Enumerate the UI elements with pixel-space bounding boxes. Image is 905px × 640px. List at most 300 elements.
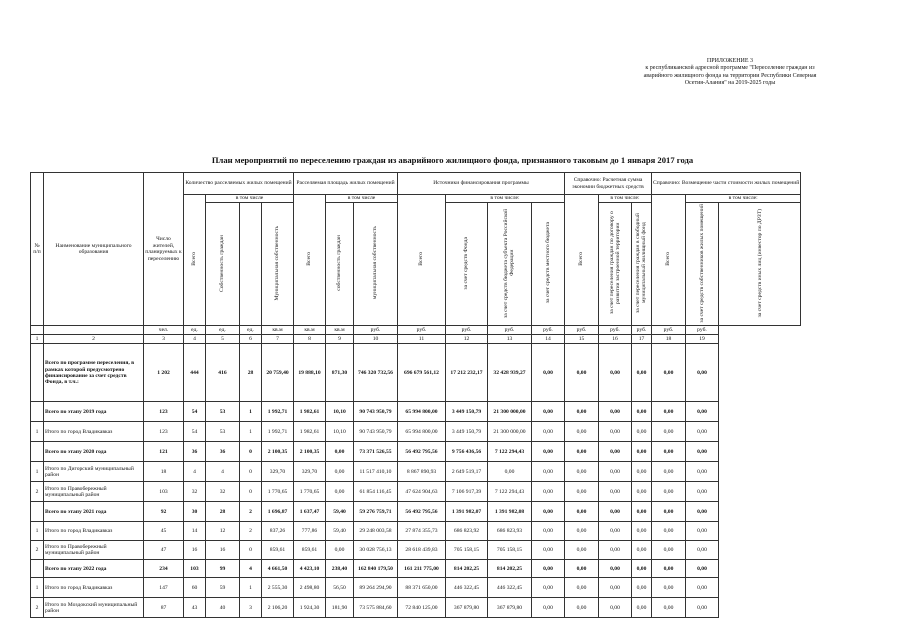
row-value: 0,00 [565, 344, 599, 402]
row-value: 16 [184, 541, 206, 560]
row-value: 0,00 [565, 462, 599, 482]
row-value: 0,00 [532, 442, 565, 462]
row-value: 1 [240, 578, 262, 598]
row-value: 0,00 [565, 502, 599, 522]
row-value: 367 879,80 [488, 598, 532, 618]
header-ref1-b: за счет переселения граждан в свободный муниципальный жилищный фонд [632, 203, 652, 326]
row-value: 28 618 439,83 [398, 541, 446, 560]
row-value: 1 924,30 [294, 598, 326, 618]
row-value: 20 759,40 [262, 344, 294, 402]
row-value: 3 449 150,79 [446, 422, 488, 442]
row-value: 4 [206, 462, 240, 482]
row-value: 0,00 [565, 402, 599, 422]
row-value: 1 696,87 [262, 502, 294, 522]
header-area-private: собственность граждан [326, 203, 354, 326]
row-value: 18 [144, 462, 184, 482]
row-value: 56,50 [326, 578, 354, 598]
row-value: 181,90 [326, 598, 354, 618]
row-name: Итого по Моздокский муниципальный район [44, 598, 144, 618]
row-value: 0,00 [326, 462, 354, 482]
row-value: 0,00 [652, 598, 686, 618]
row-value: 0,00 [632, 344, 652, 402]
row-value: 1 391 982,07 [446, 502, 488, 522]
row-value: 0,00 [326, 482, 354, 502]
row-name: Итого по Дигорский муниципальный район [44, 462, 144, 482]
row-value: 814 202,25 [488, 560, 532, 578]
row-value: 0,00 [599, 502, 632, 522]
row-value: 10,10 [326, 402, 354, 422]
row-value: 0,00 [686, 578, 719, 598]
row-value: 0,00 [565, 541, 599, 560]
row-value: 16 [206, 541, 240, 560]
row-value: 1 770,65 [262, 482, 294, 502]
row-value: 0,00 [599, 402, 632, 422]
row-value: 7 106 917,39 [446, 482, 488, 502]
row-value: 814 202,25 [446, 560, 488, 578]
appendix-text: к республиканской адресной программе "Переселение граждан из аварийного жилищного фонда на территории Республики Северная Осетия-Алания" на 2019-2025 годы [643, 65, 817, 87]
row-value: 444 [184, 344, 206, 402]
row-value: 53 [206, 402, 240, 422]
row-name: Всего по этапу 2022 года [44, 560, 144, 578]
row-value: 59 [206, 578, 240, 598]
row-value: 99 [206, 560, 240, 578]
row-value: 1 992,71 [262, 402, 294, 422]
row-value: 0,00 [652, 541, 686, 560]
column-number-cell: 1 [31, 335, 44, 344]
row-value: 0,00 [686, 344, 719, 402]
table-row [31, 502, 801, 522]
column-number-cell: 9 [326, 335, 354, 344]
row-value: 0,00 [565, 522, 599, 541]
row-value: 0,00 [565, 482, 599, 502]
header-ref2-total: Всего [652, 195, 686, 326]
row-value: 47 [144, 541, 184, 560]
row-value: 21 300 000,00 [488, 422, 532, 442]
row-value: 686 823,93 [488, 522, 532, 541]
row-value: 0,00 [532, 560, 565, 578]
row-value: 103 [184, 560, 206, 578]
unit-cell: руб. [446, 326, 488, 335]
column-number-cell: 6 [240, 335, 262, 344]
unit-cell: руб. [632, 326, 652, 335]
row-value: 36 [206, 442, 240, 462]
header-fin-local: за счет средств местного бюджета [532, 203, 565, 326]
row-value: 234 [144, 560, 184, 578]
row-value: 0,00 [652, 502, 686, 522]
row-value: 59,40 [326, 502, 354, 522]
row-value: 123 [144, 422, 184, 442]
row-value: 0,00 [652, 402, 686, 422]
row-value: 11 517 410,10 [354, 462, 398, 482]
column-number-cell: 8 [294, 335, 326, 344]
row-value: 2 100,35 [262, 442, 294, 462]
table-row [31, 598, 801, 618]
row-value: 1 770,65 [294, 482, 326, 502]
header-ref2-incl: в том числе: [686, 195, 801, 203]
row-value: 0,00 [652, 442, 686, 462]
row-value: 61 854 116,45 [354, 482, 398, 502]
header-rooms-group: Количество расселяемых жилых помещений [184, 173, 294, 195]
row-number: 1 [31, 462, 44, 482]
row-value: 54 [184, 422, 206, 442]
row-value: 53 [206, 422, 240, 442]
row-value: 0,00 [632, 482, 652, 502]
header-ref1-incl: в том числе: [599, 195, 652, 203]
column-number-cell: 12 [446, 335, 488, 344]
row-name: Всего по этапу 2021 года [44, 502, 144, 522]
table-row [31, 578, 801, 598]
row-value: 696 679 561,12 [398, 344, 446, 402]
column-number-cell: 19 [686, 335, 719, 344]
header-rooms-municipal: Муниципальная собственность [262, 203, 294, 326]
unit-cell: руб. [354, 326, 398, 335]
row-value: 0,00 [632, 442, 652, 462]
column-number-cell: 10 [354, 335, 398, 344]
row-value: 8 867 890,93 [398, 462, 446, 482]
row-value: 32 428 939,27 [488, 344, 532, 402]
row-name: Итого по город Владикавказ [44, 422, 144, 442]
row-value: 0,00 [488, 462, 532, 482]
row-value: 2 [240, 522, 262, 541]
row-value: 21 300 000,00 [488, 402, 532, 422]
row-value: 30 [184, 502, 206, 522]
row-value: 0,00 [565, 560, 599, 578]
row-value: 446 322,45 [446, 578, 488, 598]
row-value: 121 [144, 442, 184, 462]
column-number-cell: 7 [262, 335, 294, 344]
row-value: 0,00 [686, 402, 719, 422]
row-value: 329,70 [294, 462, 326, 482]
row-value: 0,00 [532, 422, 565, 442]
unit-cell: кв.м [294, 326, 326, 335]
row-value: 90 743 950,79 [354, 402, 398, 422]
row-value: 59,40 [326, 522, 354, 541]
column-number-cell: 4 [184, 335, 206, 344]
row-value: 0,00 [532, 502, 565, 522]
header-rooms-incl: в том числе [206, 195, 294, 203]
row-value: 0,00 [599, 541, 632, 560]
row-value: 0,00 [652, 344, 686, 402]
row-value: 0,00 [599, 560, 632, 578]
row-value: 56 492 795,56 [398, 442, 446, 462]
row-value: 1 202 [144, 344, 184, 402]
header-ref2-b: за счет средств иных лиц (инвестор по ДРЗТ) [719, 203, 801, 326]
table-row [31, 422, 801, 442]
row-value: 705 158,15 [488, 541, 532, 560]
row-value: 0,00 [599, 422, 632, 442]
header-area-total: Всего [294, 195, 326, 326]
row-value: 0,00 [632, 462, 652, 482]
row-value: 329,70 [262, 462, 294, 482]
row-value: 0,00 [686, 482, 719, 502]
row-value: 238,40 [326, 560, 354, 578]
row-value: 1 992,71 [262, 422, 294, 442]
row-number [31, 344, 44, 402]
row-value: 0,00 [599, 462, 632, 482]
row-name: Итого по город Владикавказ [44, 578, 144, 598]
row-number: 2 [31, 598, 44, 618]
row-number: 2 [31, 541, 44, 560]
table-body [31, 344, 801, 618]
row-value: 0,00 [652, 578, 686, 598]
row-value: 1 [240, 422, 262, 442]
row-value: 0,00 [652, 560, 686, 578]
header-residents: Число жителей, планируемых к переселению [144, 173, 184, 326]
column-number-cell: 11 [398, 335, 446, 344]
row-value: 4 [240, 560, 262, 578]
header-ref2-group: Справочно: Возмещение части стоимости жилых помещений [652, 173, 801, 195]
row-value: 2 555,30 [262, 578, 294, 598]
row-number: 1 [31, 522, 44, 541]
row-value: 56 492 795,56 [398, 502, 446, 522]
row-value: 4 661,50 [262, 560, 294, 578]
row-value: 1 982,61 [294, 422, 326, 442]
row-value: 3 [240, 598, 262, 618]
row-value: 103 [144, 482, 184, 502]
row-value: 0,00 [652, 482, 686, 502]
row-value: 32 [184, 482, 206, 502]
row-value: 147 [144, 578, 184, 598]
header-area-incl: в том числе [326, 195, 398, 203]
row-value: 162 840 179,50 [354, 560, 398, 578]
unit-cell-empty [31, 326, 44, 335]
row-value: 837,26 [262, 522, 294, 541]
row-value: 90 743 950,79 [354, 422, 398, 442]
row-value: 36 [184, 442, 206, 462]
row-value: 43 [184, 598, 206, 618]
row-value: 60 [184, 578, 206, 598]
column-numbers-row [31, 335, 801, 344]
row-number: 2 [31, 482, 44, 502]
row-value: 0 [240, 482, 262, 502]
table-row [31, 560, 801, 578]
row-value: 9 756 436,56 [446, 442, 488, 462]
unit-cell: кв.м [262, 326, 294, 335]
row-value: 17 212 232,17 [446, 344, 488, 402]
row-value: 65 994 800,00 [398, 422, 446, 442]
unit-cell: ед. [206, 326, 240, 335]
row-value: 7 122 294,43 [488, 482, 532, 502]
row-value: 1 637,47 [294, 502, 326, 522]
row-name: Итого по Правобережный муниципальный район [44, 482, 144, 502]
row-value: 0,00 [632, 598, 652, 618]
row-value: 0,00 [686, 598, 719, 618]
appendix-title: ПРИЛОЖЕНИЕ 3 [706, 58, 754, 64]
row-value: 0,00 [632, 502, 652, 522]
header-ref2-a: за счет средств собственников жилых помещений [686, 203, 719, 326]
appendix-note [640, 58, 820, 88]
row-value: 0,00 [326, 442, 354, 462]
row-name: Итого по город Владикавказ [44, 522, 144, 541]
row-value: 0,00 [532, 598, 565, 618]
unit-cell: ед. [184, 326, 206, 335]
unit-cell: руб. [599, 326, 632, 335]
header-fin-subject: за счет средств бюджета субъекта Российской Федерации [488, 203, 532, 326]
row-value: 45 [144, 522, 184, 541]
unit-cell: руб. [488, 326, 532, 335]
row-number: 1 [31, 578, 44, 598]
row-value: 65 994 800,00 [398, 402, 446, 422]
header-fin-fund: за счет средств Фонда [446, 203, 488, 326]
column-number-cell: 14 [532, 335, 565, 344]
row-value: 7 122 294,43 [488, 442, 532, 462]
row-value: 28 [240, 344, 262, 402]
column-number-cell: 15 [565, 335, 599, 344]
column-number-cell: 3 [144, 335, 184, 344]
row-value: 705 158,15 [446, 541, 488, 560]
row-value: 2 100,35 [294, 442, 326, 462]
row-name: Всего по программе переселения, в рамках которой предусмотрено финансирование за счет средств Фонда, в т.ч.: [44, 344, 144, 402]
row-value: 0 [240, 442, 262, 462]
table-header [31, 173, 801, 344]
header-rooms-municipal-gap [240, 203, 262, 326]
header-rooms-private: Собственность граждан [206, 203, 240, 326]
resettlement-plan-table [30, 172, 801, 618]
row-value: 0,00 [565, 422, 599, 442]
unit-cell: кв.м [326, 326, 354, 335]
row-value: 0,00 [632, 422, 652, 442]
row-value: 0,00 [652, 462, 686, 482]
row-value: 72 840 125,00 [398, 598, 446, 618]
row-value: 0,00 [532, 344, 565, 402]
row-value: 0,00 [565, 578, 599, 598]
row-value: 0,00 [686, 522, 719, 541]
row-value: 0,00 [532, 522, 565, 541]
row-value: 40 [206, 598, 240, 618]
row-value: 0 [240, 541, 262, 560]
column-number-cell: 16 [599, 335, 632, 344]
row-name: Всего по этапу 2020 года [44, 442, 144, 462]
row-value: 0,00 [599, 442, 632, 462]
table-row [31, 541, 801, 560]
row-number [31, 442, 44, 462]
row-value: 0,00 [686, 541, 719, 560]
row-name: Всего по этапу 2019 года [44, 402, 144, 422]
row-value: 0,00 [686, 442, 719, 462]
row-value: 3 449 150,79 [446, 402, 488, 422]
row-value: 0,00 [632, 578, 652, 598]
row-value: 0,00 [565, 442, 599, 462]
row-value: 92 [144, 502, 184, 522]
unit-cell: чел. [144, 326, 184, 335]
row-number [31, 402, 44, 422]
unit-cell: ед. [240, 326, 262, 335]
row-value: 0,00 [632, 541, 652, 560]
row-value: 0,00 [652, 522, 686, 541]
header-fin-total: Всего [398, 195, 446, 326]
row-value: 54 [184, 402, 206, 422]
table-row [31, 442, 801, 462]
unit-cell: руб. [652, 326, 686, 335]
row-value: 0,00 [686, 502, 719, 522]
row-value: 28 [206, 502, 240, 522]
row-number: 1 [31, 422, 44, 442]
header-ref1-group: Справочно: Расчетная сумма экономии бюджетных средств [565, 173, 652, 195]
row-value: 4 423,10 [294, 560, 326, 578]
table-row [31, 344, 801, 402]
header-rooms-total: Всего [184, 195, 206, 326]
row-value: 73 371 526,55 [354, 442, 398, 462]
table-row [31, 462, 801, 482]
row-value: 0,00 [599, 598, 632, 618]
unit-cell: руб. [686, 326, 719, 335]
row-value: 73 575 884,60 [354, 598, 398, 618]
unit-cell: руб. [565, 326, 599, 335]
row-number [31, 560, 44, 578]
table-row [31, 522, 801, 541]
units-row [31, 326, 801, 335]
row-number [31, 502, 44, 522]
header-finance-group: Источники финансирования программы [398, 173, 565, 195]
row-value: 1 [240, 402, 262, 422]
column-number-cell: 2 [44, 335, 144, 344]
row-value: 0,00 [532, 541, 565, 560]
row-value: 2 649 519,17 [446, 462, 488, 482]
row-value: 2 [240, 502, 262, 522]
row-value: 0,00 [686, 422, 719, 442]
row-value: 12 [206, 522, 240, 541]
row-value: 0,00 [532, 578, 565, 598]
row-value: 446 322,45 [488, 578, 532, 598]
row-value: 0,00 [599, 578, 632, 598]
row-value: 0,00 [632, 560, 652, 578]
header-ref1-a: за счет переселения граждан по договору о развитии застроенной территории [599, 203, 632, 326]
row-value: 29 248 003,58 [354, 522, 398, 541]
row-value: 0,00 [686, 560, 719, 578]
row-value: 0,00 [632, 402, 652, 422]
row-value: 0,00 [686, 462, 719, 482]
row-value: 4 [184, 462, 206, 482]
table-row [31, 482, 801, 502]
row-value: 746 320 732,56 [354, 344, 398, 402]
row-value: 0,00 [652, 422, 686, 442]
header-ref1-total: Всего [565, 195, 599, 326]
row-value: 27 874 355,73 [398, 522, 446, 541]
row-value: 59 276 759,71 [354, 502, 398, 522]
row-value: 14 [184, 522, 206, 541]
row-value: 0,00 [632, 522, 652, 541]
row-value: 47 624 904,63 [398, 482, 446, 502]
row-value: 19 888,10 [294, 344, 326, 402]
row-value: 859,61 [294, 541, 326, 560]
row-value: 0,00 [532, 462, 565, 482]
row-value: 777,86 [294, 522, 326, 541]
unit-cell: руб. [532, 326, 565, 335]
header-num: № п/п [31, 173, 44, 326]
row-value: 88 371 650,00 [398, 578, 446, 598]
column-number-cell: 5 [206, 335, 240, 344]
row-value: 871,30 [326, 344, 354, 402]
header-area-group: Расселяемая площадь жилых помещений [294, 173, 398, 195]
row-value: 0,00 [565, 598, 599, 618]
header-name: Наименование муниципального образования [44, 173, 144, 326]
row-value: 123 [144, 402, 184, 422]
row-value: 0,00 [532, 482, 565, 502]
document-title: План мероприятий по переселению граждан из аварийного жилищного фонда, признанного таковым до 1 января 2017 года [211, 155, 694, 165]
row-value: 0,00 [599, 344, 632, 402]
row-value: 32 [206, 482, 240, 502]
row-value: 0,00 [599, 522, 632, 541]
row-value: 416 [206, 344, 240, 402]
row-value: 0 [240, 462, 262, 482]
row-value: 1 391 982,08 [488, 502, 532, 522]
unit-cell: руб. [398, 326, 446, 335]
row-value: 89 264 294,90 [354, 578, 398, 598]
row-value: 1 982,61 [294, 402, 326, 422]
row-value: 0,00 [326, 541, 354, 560]
column-number-cell: 17 [632, 335, 652, 344]
column-number-cell: 13 [488, 335, 532, 344]
